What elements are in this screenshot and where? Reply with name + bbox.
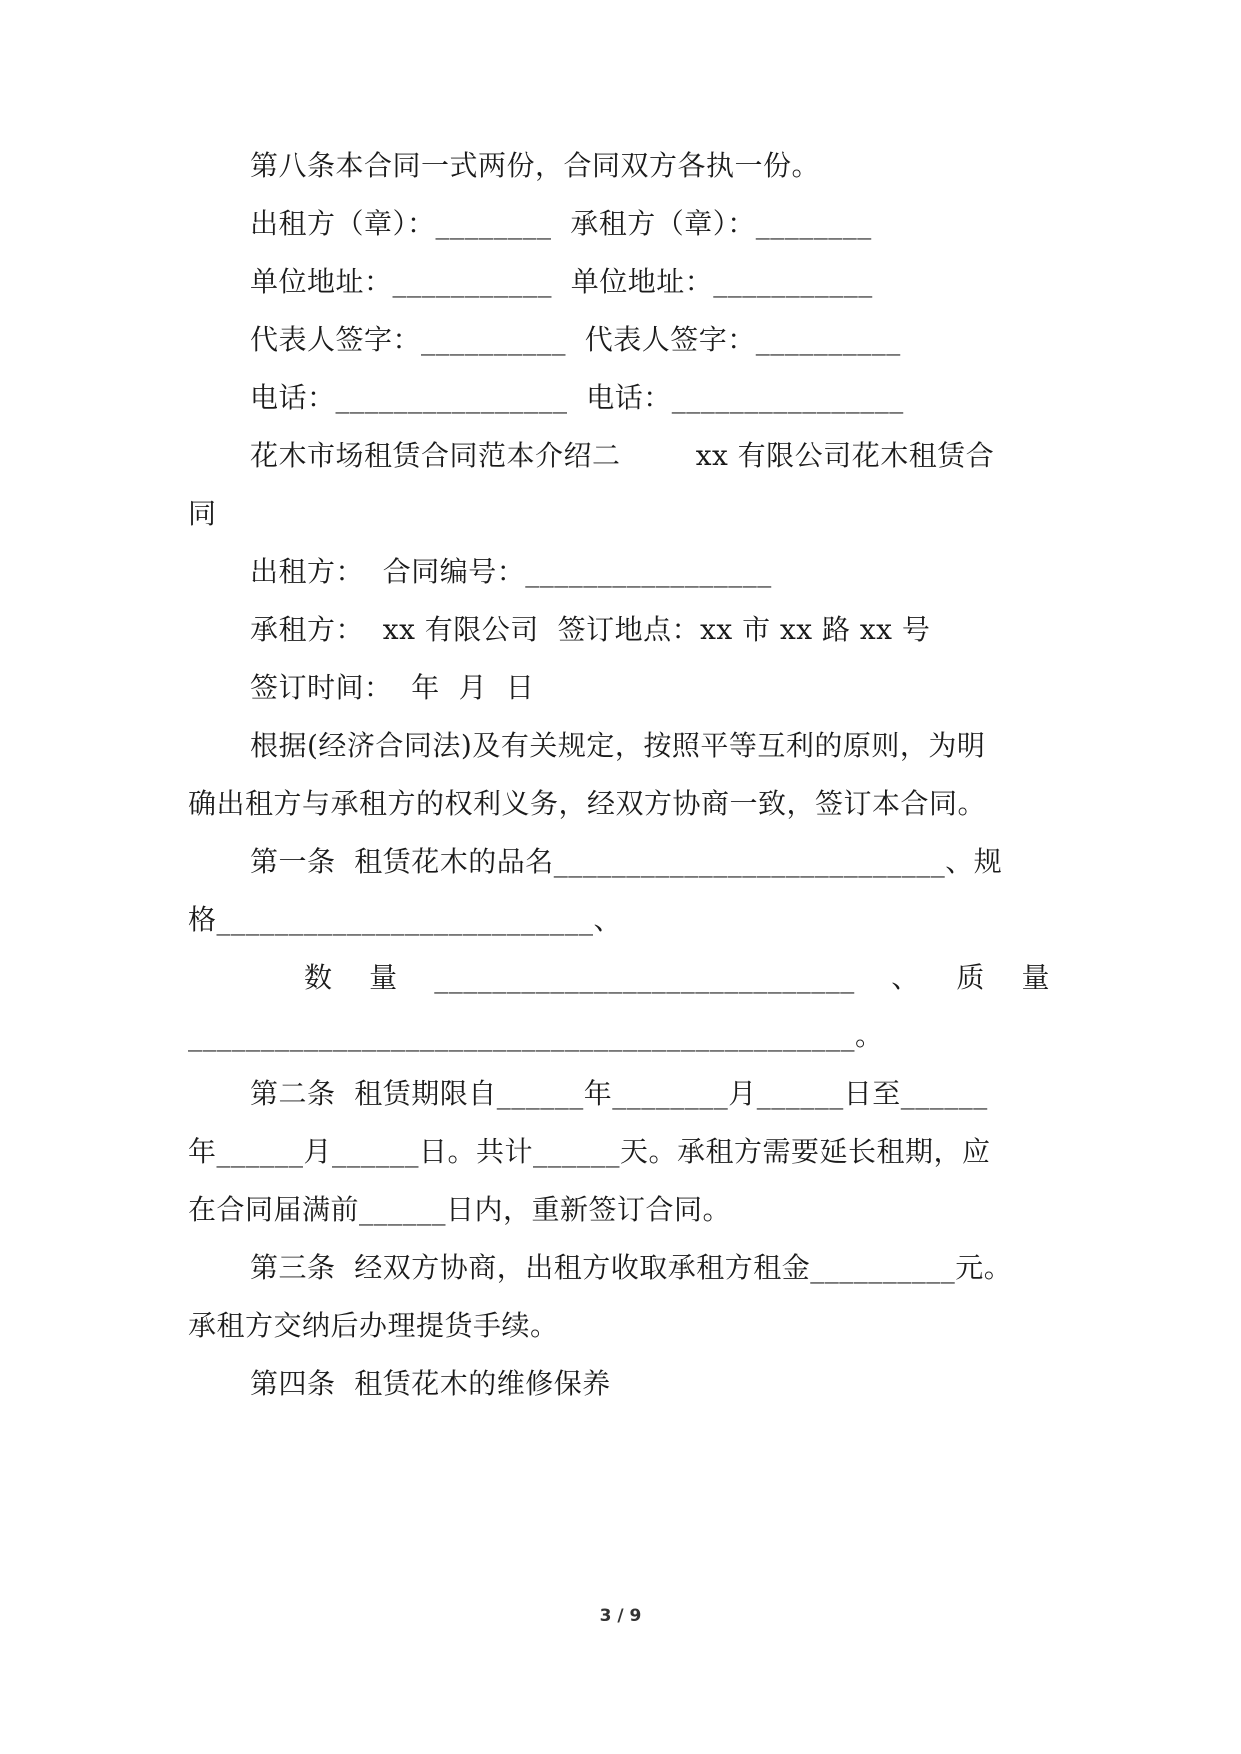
quality-char-1: 质	[956, 961, 985, 994]
lessee-location-line: 承租方： xx 有限公司 签订地点：xx 市 xx 路 xx 号	[250, 613, 931, 646]
clause-2-line-3: 在合同届满前______日内，重新签订合同。	[188, 1193, 732, 1226]
clause-1-line-1: 第一条 租赁花木的品名___________________________、规	[250, 845, 1003, 878]
clause-2-line-2: 年______月______日。共计______天。承租方需要延长租期，应	[188, 1135, 991, 1168]
phone-line: 电话：________________ 电话：________________	[250, 381, 904, 414]
clause-8-line: 第八条本合同一式两份，合同双方各执一份。	[250, 149, 821, 182]
clause-3-line-1: 第三条 经双方协商，出租方收取承租方租金__________元。	[250, 1251, 1013, 1284]
lessor-seal-line: 出租方（章）：________ 承租方（章）：________	[250, 207, 872, 240]
clause-3-line-2: 承租方交纳后办理提货手续。	[188, 1309, 559, 1342]
clause-4-line: 第四条 租赁花木的维修保养	[250, 1367, 611, 1400]
preamble-line-2: 确出租方与承租方的权利义务，经双方协商一致，签订本合同。	[188, 787, 987, 820]
quantity-char-2: 量	[369, 961, 398, 994]
quantity-blank: _____________________________	[434, 961, 855, 994]
enumeration-comma: 、	[891, 961, 920, 994]
clause-2-line-1: 第二条 租赁期限自______年________月______日至______	[250, 1077, 988, 1110]
section-title-continuation: 同	[188, 497, 217, 530]
quantity-char-1: 数	[304, 961, 333, 994]
quality-char-2: 量	[1021, 961, 1050, 994]
quantity-quality-line	[250, 960, 1050, 996]
lessor-contract-number-line: 出租方： 合同编号：_________________	[250, 555, 772, 588]
address-line: 单位地址：___________ 单位地址：___________	[250, 265, 873, 298]
clause-1-line-2: 格__________________________、	[188, 903, 623, 936]
section-title-line: 花木市场租赁合同范本介绍二 xx 有限公司花木租赁合	[250, 439, 995, 472]
signing-date-line: 签订时间： 年 月 日	[250, 671, 535, 704]
representative-signature-line: 代表人签字：__________ 代表人签字：__________	[250, 323, 901, 356]
preamble-line-1: 根据(经济合同法)及有关规定，按照平等互利的原则，为明	[250, 729, 986, 762]
quality-blank-line: ______________________________________________。	[188, 1019, 884, 1052]
page-number: 3 / 9	[599, 1606, 642, 1626]
